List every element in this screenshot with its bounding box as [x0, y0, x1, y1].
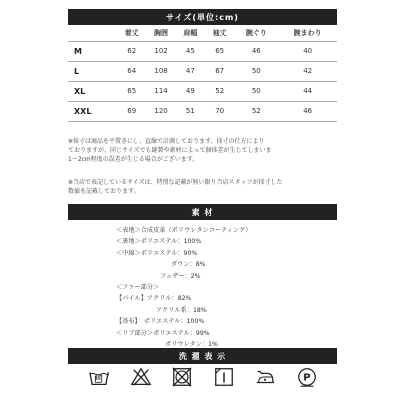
iron-low-icon — [254, 366, 276, 388]
table-cell: 114 — [146, 81, 175, 101]
note-line: ておりますが、同じサイズでも縫製や素材によって個体差が生じてしまいま — [68, 147, 272, 154]
no-tumble-dry-icon — [171, 366, 193, 388]
table-cell: 50 — [234, 61, 278, 81]
material-line: 【基布】 ポリエステル：100% — [116, 318, 205, 326]
table-row — [68, 61, 337, 81]
table-cell: 40 — [278, 41, 337, 61]
shoulder-column-header: 肩幅 — [176, 25, 205, 41]
table-cell: 46 — [234, 41, 278, 61]
table-cell: 52 — [205, 81, 234, 101]
svg-text:P: P — [303, 372, 311, 384]
size-table-header-row — [68, 25, 337, 41]
material-section-header — [68, 204, 337, 220]
table-cell: 44 — [278, 81, 337, 101]
table-cell: 65 — [205, 41, 234, 61]
table-cell: 62 — [117, 41, 146, 61]
note-line: ※採寸は商品を平置きにし、直線で計測しております。採寸の仕方により — [68, 138, 265, 145]
material-section-title: 素 材 — [191, 207, 214, 217]
material-line: ＜表地＞合成皮革（ポリウレタンコーティング） — [116, 227, 252, 234]
size-section-header — [68, 9, 337, 25]
arm-circumference-column-header: 腕まわり — [278, 25, 337, 41]
material-list — [68, 225, 337, 350]
note-line: 数値を記載しております。 — [68, 188, 140, 195]
table-row — [68, 81, 337, 101]
size-label: L — [68, 61, 117, 81]
line-dry-icon — [213, 366, 235, 388]
size-label: M — [68, 41, 117, 61]
note-line: 1〜2cm程度の誤差が生じる場合がございます。 — [68, 156, 199, 163]
table-cell: 108 — [146, 61, 175, 81]
table-cell: 42 — [278, 61, 337, 81]
size-section-title: サイズ(単位:cm) — [166, 12, 239, 22]
material-line: フェザー：2% — [160, 272, 201, 280]
table-cell: 64 — [117, 61, 146, 81]
hand-wash-icon — [88, 366, 110, 388]
chest-column-header: 胸囲 — [146, 25, 175, 41]
table-cell: 45 — [176, 41, 205, 61]
table-cell: 69 — [117, 101, 146, 121]
size-table — [68, 25, 337, 122]
table-cell: 49 — [176, 81, 205, 101]
armhole-column-header: 腕ぐり — [234, 25, 278, 41]
table-cell: 50 — [234, 81, 278, 101]
measurement-note — [68, 137, 337, 164]
table-cell: 46 — [278, 101, 337, 121]
material-line: 【パイル】アクリル：82% — [116, 295, 192, 303]
dry-clean-icon — [296, 366, 318, 388]
table-cell: 47 — [176, 61, 205, 81]
table-cell: 120 — [146, 101, 175, 121]
material-line: ＜ファー部分＞ — [116, 283, 160, 291]
size-disclaimer-note — [68, 178, 337, 196]
material-line: アクリル系：18% — [156, 306, 207, 314]
note-line: ※当店で表記しているサイズは、特別な記載が無い限り当店スタッフが採寸した — [68, 179, 283, 186]
table-cell: 67 — [205, 61, 234, 81]
size-label: XL — [68, 81, 117, 101]
table-cell: 102 — [146, 41, 175, 61]
care-section-title: 洗 濯 表 示 — [178, 351, 227, 361]
table-cell: 65 — [117, 81, 146, 101]
no-bleach-icon — [130, 366, 152, 388]
table-cell: 51 — [176, 101, 205, 121]
material-line: ポリウレタン：1% — [165, 340, 218, 348]
size-column-header — [68, 25, 117, 41]
care-section-header — [68, 348, 337, 364]
length-column-header: 着丈 — [117, 25, 146, 41]
material-line: ＜裏地＞ポリエステル：100% — [116, 238, 202, 246]
table-row — [68, 101, 337, 121]
table-cell: 52 — [234, 101, 278, 121]
material-line: ＜リブ部分＞ポリエステル：99% — [116, 329, 210, 337]
care-icon-row — [88, 366, 318, 388]
table-cell: 70 — [205, 101, 234, 121]
material-line: ダウン：8% — [171, 261, 206, 269]
table-row — [68, 41, 337, 61]
size-label: XXL — [68, 101, 117, 121]
sleeve-column-header: 袖丈 — [205, 25, 234, 41]
material-line: ＜中綿＞ポリエステル：90% — [116, 249, 198, 257]
